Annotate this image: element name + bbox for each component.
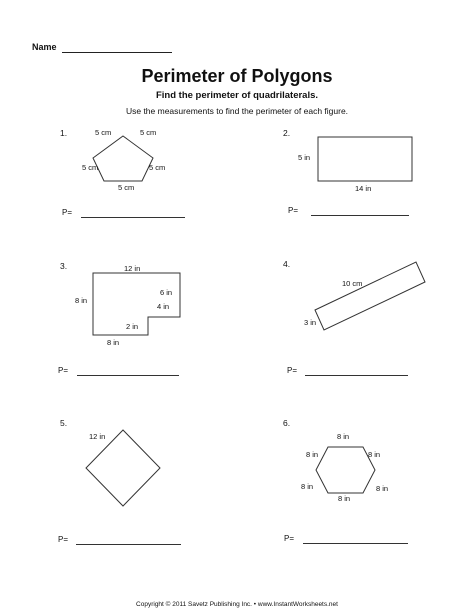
name-label: Name xyxy=(32,42,57,52)
problem-2-number: 2. xyxy=(283,128,291,138)
hexagon-side-label: 8 in xyxy=(338,494,351,503)
problem-1-answer-label: P= xyxy=(62,208,73,217)
problem-6-answer-label: P= xyxy=(284,534,295,543)
problem-3-answer-line[interactable] xyxy=(77,375,179,376)
l-shape-notch-label: 2 in xyxy=(126,322,139,331)
problem-1-number: 1. xyxy=(60,128,68,138)
slanted-rectangle-figure xyxy=(315,262,425,330)
pentagon-figure xyxy=(93,136,153,181)
worksheet-title: Perimeter of Polygons xyxy=(141,66,333,86)
hexagon-side-label: 8 in xyxy=(376,484,389,493)
problem-4-number: 4. xyxy=(283,259,291,269)
rectangle-height-label: 5 in xyxy=(298,153,311,162)
hexagon-side-label: 8 in xyxy=(368,450,381,459)
problem-5-answer-line[interactable] xyxy=(76,544,181,545)
hexagon-side-label: 8 in xyxy=(301,482,314,491)
hexagon-side-label: 8 in xyxy=(337,432,350,441)
slanted-rectangle-width-label: 3 in xyxy=(304,318,317,327)
l-shape-top-label: 12 in xyxy=(124,264,141,273)
worksheet-instructions: Use the measurements to find the perimeter of each figure. xyxy=(125,106,349,116)
l-shape-right-label: 6 in xyxy=(160,288,173,297)
rectangle-width-label: 14 in xyxy=(355,184,372,193)
pentagon-side-label: 5 cm xyxy=(118,183,135,192)
rectangle-figure xyxy=(318,137,412,181)
worksheet-subtitle: Find the perimeter of quadrilaterals. xyxy=(155,90,319,101)
problem-3-answer-label: P= xyxy=(58,366,69,375)
l-shape-left-label: 8 in xyxy=(75,296,88,305)
diamond-side-label: 12 in xyxy=(89,432,106,441)
problem-6-number: 6. xyxy=(283,418,291,428)
l-shape-step-label: 4 in xyxy=(157,302,170,311)
hexagon-figure xyxy=(316,447,375,493)
problem-2-answer-label: P= xyxy=(288,206,299,215)
problem-1-answer-line[interactable] xyxy=(81,217,185,218)
problem-5-answer-label: P= xyxy=(58,535,69,544)
problem-4-answer-line[interactable] xyxy=(305,375,408,376)
slanted-rectangle-length-label: 10 cm xyxy=(342,279,363,288)
copyright-footer: Copyright © 2011 Savetz Publishing Inc. • www.InstantWorksheets.net xyxy=(136,601,338,608)
l-shape-bottom-label: 8 in xyxy=(107,338,120,347)
pentagon-side-label: 5 cm xyxy=(149,163,166,172)
problem-5-number: 5. xyxy=(60,418,68,428)
hexagon-side-label: 8 in xyxy=(306,450,319,459)
pentagon-side-label: 5 cm xyxy=(95,128,112,137)
problem-4-answer-label: P= xyxy=(287,366,298,375)
problem-6-answer-line[interactable] xyxy=(303,543,408,544)
diamond-figure xyxy=(86,430,160,506)
pentagon-side-label: 5 cm xyxy=(140,128,157,137)
problem-3-number: 3. xyxy=(60,261,68,271)
pentagon-side-label: 5 cm xyxy=(82,163,99,172)
problem-2-answer-line[interactable] xyxy=(311,215,409,216)
